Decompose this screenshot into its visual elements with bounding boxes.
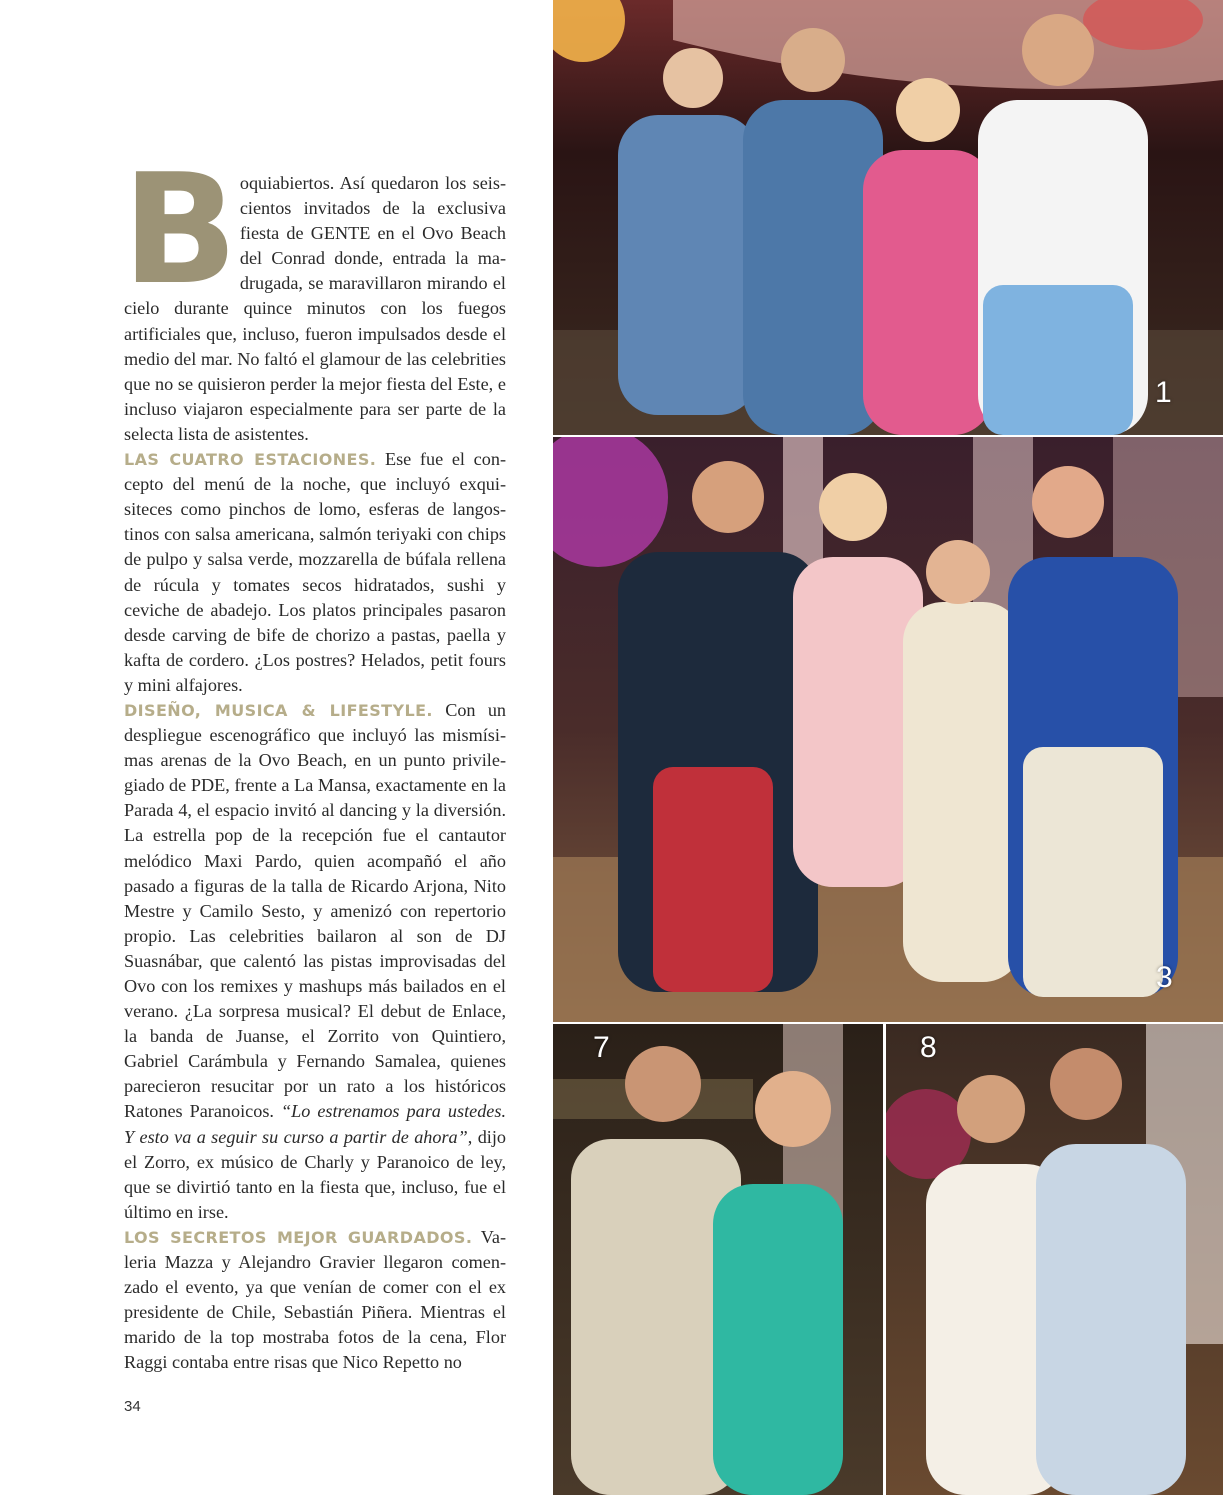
photo-number: 3: [1156, 961, 1173, 994]
photo-8: [886, 1024, 1223, 1495]
photo-3-image: [553, 437, 1223, 1022]
photo-number: 1: [1155, 376, 1172, 409]
photo-7: [553, 1024, 883, 1495]
section-body: Con un despliegue escenográfico que incluyó las mismísimas arenas de la Ovo Beach, en un punto privilegiado de PDE, frente a La Mansa, exactamente en la Parada 4, el espacio invitó al dancing y la diversión. La estrella pop de la recepción fue el cantautor melódico Maxi Pardo, quien acompañó el año pasado a figuras de la talla de Ricardo Arjona, Nito Mestre y Camilo Sesto, y amenizó con repertorio propio. Las celebrities bailaron al son de DJ Suasnábar, que calentó las pistas improvisadas del Ovo con los remixes y mashups más bailados en el verano. ¿La sorpresa musical? El debut de Enlace, la banda de Juanse, el Zorrito von Quintiero, Gabriel Carámbula y Fernando Samalea, quienes parecieron resucitar por un rato a los históricos Ratones Paranoicos.: [124, 699, 507, 1122]
subhead-diseno-musica: DISEÑO, MUSICA & LIFESTYLE.: [124, 700, 433, 720]
section-cuatro-estaciones: [124, 447, 506, 698]
section-body: Ese fue el concepto del menú de la noche, que incluyó exquisiteces como pinchos de lomo, esferas de langostinos con salsa americana, salmón teriyaki con chips de pulpo y salsa verde, mozzarella de búfala rellena de rúcula y tomates secos hidratados, sushi y ceviche de abadejo. Los platos principales pasaron desde carving de bife de chorizo a pastas, paella y kafta de cordero. ¿Los postres? Helados, petit fours y mini alfajores.: [124, 449, 506, 695]
section-diseno-musica: [124, 698, 506, 1225]
photo-3: [553, 437, 1223, 1022]
photo-8-image: [886, 1024, 1223, 1495]
drop-cap: B: [122, 141, 234, 318]
section-body-continued: , dijo el Zorro, ex músico de Charly y Paranoico de ley, que se divirtió tanto en la fiesta que, incluso, fue el último en irse.: [124, 1126, 506, 1222]
pull-quote: “Lo estrenamos para ustedes. Y esto va a seguir su curso a partir de ahora”: [124, 1101, 506, 1147]
page-number: 34: [124, 1398, 141, 1415]
photo-number: 8: [920, 1031, 937, 1064]
intro-paragraph: [122, 141, 506, 447]
section-body: Valeria Mazza y Alejandro Gravier llegaron comenzado el evento, ya que venían de comer con el ex presidente de Chile, Sebastián Piñera. Mientras el marido de la top mostraba fotos de la cena, Flor Raggi contaba entre risas que Nico Repetto no: [124, 1226, 506, 1373]
article-text-column: [122, 141, 507, 1376]
photo-number: 7: [593, 1031, 610, 1064]
subhead-secretos: LOS SECRETOS MEJOR GUARDADOS.: [124, 1227, 473, 1247]
intro-text: oquiabiertos. Así quedaron los seiscientos invitados de la exclusiva fiesta de GENTE en el Ovo Beach del Conrad donde, entrada la madrugada, se maravillaron mirando el cielo durante quince minutos con los fuegos artificiales que, incluso, fueron impulsados desde el medio del mar. No faltó el glamour de las celebrities que no se quisieron perder la mejor fiesta del Este, e incluso viajaron especialmente para ser parte de la selecta lista de asistentes.: [124, 173, 506, 444]
photo-1: [553, 0, 1223, 435]
photo-1-image: [553, 0, 1223, 435]
section-secretos: [124, 1225, 506, 1376]
subhead-cuatro-estaciones: LAS CUATRO ESTACIONES.: [124, 450, 377, 470]
photo-7-image: [553, 1024, 883, 1495]
